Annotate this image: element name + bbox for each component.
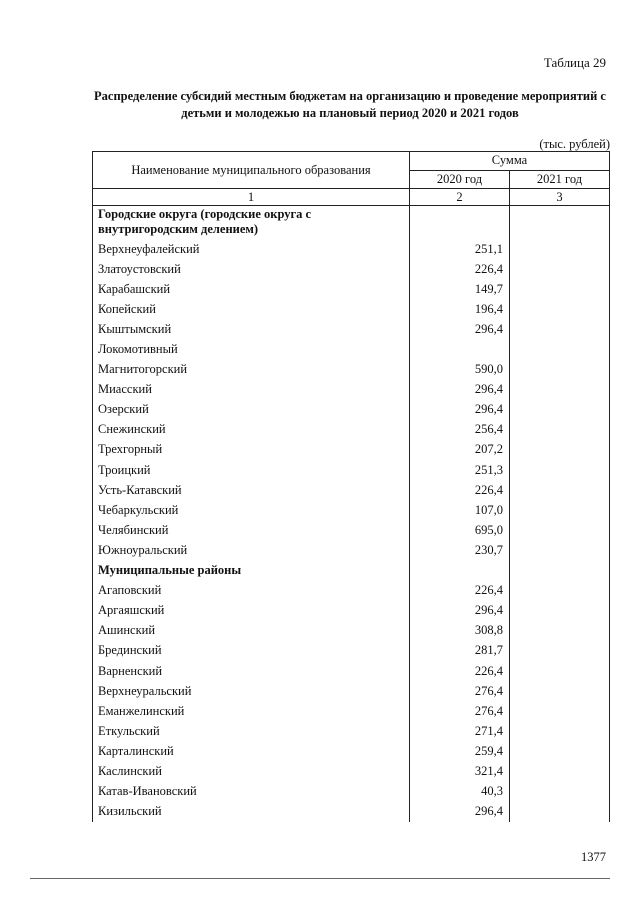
row-value-2021 [510, 460, 610, 480]
row-name-cell: Озерский [93, 400, 410, 420]
row-value-2020: 276,4 [410, 681, 510, 701]
row-name-cell: Южноуральский [93, 540, 410, 560]
row-value-2020: 296,4 [410, 802, 510, 822]
row-value-2021 [510, 561, 610, 581]
row-name-cell: Снежинский [93, 420, 410, 440]
header-year-2020: 2020 год [410, 170, 510, 189]
table-row [93, 440, 610, 460]
row-value-2020: 281,7 [410, 641, 510, 661]
row-value-2021 [510, 500, 610, 520]
row-value-2020: 226,4 [410, 259, 510, 279]
row-name-cell: Усть-Катавский [93, 480, 410, 500]
row-name-cell: Кизильский [93, 802, 410, 822]
row-value-2020: 226,4 [410, 661, 510, 681]
row-name-cell: Верхнеуральский [93, 681, 410, 701]
row-value-2021 [510, 339, 610, 359]
row-value-2020: 149,7 [410, 279, 510, 299]
column-number-2: 2 [410, 189, 510, 206]
row-value-2020: 259,4 [410, 741, 510, 761]
row-value-2020: 207,2 [410, 440, 510, 460]
row-name-cell: Карабашский [93, 279, 410, 299]
row-value-2020 [410, 339, 510, 359]
row-name-cell: Трехгорный [93, 440, 410, 460]
table-row [93, 400, 610, 420]
table-row [93, 540, 610, 560]
column-number-3: 3 [510, 189, 610, 206]
table-row [93, 480, 610, 500]
row-name-cell: Варненский [93, 661, 410, 681]
row-name-cell: Городские округа (городские округа с внутригородским делением) [93, 206, 410, 240]
row-value-2021 [510, 480, 610, 500]
table-row [93, 339, 610, 359]
row-value-2020 [410, 206, 510, 240]
table-row [93, 761, 610, 781]
row-value-2021 [510, 681, 610, 701]
table-row [93, 319, 610, 339]
row-value-2020: 271,4 [410, 721, 510, 741]
row-value-2021 [510, 440, 610, 460]
section-row [93, 206, 610, 240]
table-row [93, 259, 610, 279]
table-row [93, 601, 610, 621]
row-value-2021 [510, 520, 610, 540]
table-row [93, 360, 610, 380]
row-value-2020: 590,0 [410, 360, 510, 380]
column-number-1: 1 [93, 189, 410, 206]
row-value-2020: 196,4 [410, 299, 510, 319]
row-value-2021 [510, 319, 610, 339]
table-row [93, 701, 610, 721]
row-value-2020: 251,1 [410, 239, 510, 259]
table-row [93, 721, 610, 741]
row-value-2021 [510, 380, 610, 400]
bottom-divider [30, 878, 610, 879]
row-value-2021 [510, 420, 610, 440]
table-number-label: Таблица 29 [543, 55, 606, 70]
row-name-cell: Муниципальные районы [93, 561, 410, 581]
row-value-2021 [510, 621, 610, 641]
row-value-2020: 695,0 [410, 520, 510, 540]
table-row [93, 520, 610, 540]
row-value-2021 [510, 360, 610, 380]
table-row [93, 621, 610, 641]
row-value-2021 [510, 299, 610, 319]
row-value-2020: 107,0 [410, 500, 510, 520]
table-row [93, 500, 610, 520]
row-value-2021 [510, 641, 610, 661]
row-value-2021 [510, 206, 610, 240]
row-value-2020: 296,4 [410, 319, 510, 339]
row-name-cell: Копейский [93, 299, 410, 319]
table-row [93, 279, 610, 299]
row-name-cell: Чебаркульский [93, 500, 410, 520]
table-row [93, 380, 610, 400]
row-name-cell: Ашинский [93, 621, 410, 641]
row-name-cell: Троицкий [93, 460, 410, 480]
table-row [93, 420, 610, 440]
row-name-cell: Миасский [93, 380, 410, 400]
row-name-cell: Каслинский [93, 761, 410, 781]
row-name-cell: Аргаяшский [93, 601, 410, 621]
row-value-2021 [510, 279, 610, 299]
table-header [93, 152, 610, 206]
row-value-2021 [510, 701, 610, 721]
page-number: 1377 [581, 850, 606, 864]
row-name-cell: Магнитогорский [93, 360, 410, 380]
units-label: (тыс. рублей) [539, 137, 610, 151]
row-name-cell: Локомотивный [93, 339, 410, 359]
row-value-2021 [510, 239, 610, 259]
row-value-2020: 226,4 [410, 480, 510, 500]
row-name-cell: Еманжелинский [93, 701, 410, 721]
table-row [93, 681, 610, 701]
row-name-cell: Катав-Ивановский [93, 782, 410, 802]
row-value-2020: 321,4 [410, 761, 510, 781]
row-value-2020: 230,7 [410, 540, 510, 560]
table-row [93, 460, 610, 480]
table-row [93, 661, 610, 681]
row-value-2021 [510, 540, 610, 560]
row-value-2021 [510, 400, 610, 420]
row-value-2021 [510, 601, 610, 621]
table-title: Распределение субсидий местным бюджетам на организацию и проведение мероприятий с детьми и молодежью на плановый период 2020 и 2021 годов [94, 89, 606, 120]
row-value-2021 [510, 782, 610, 802]
header-sum-column: Сумма [410, 152, 610, 171]
row-name-cell: Еткульский [93, 721, 410, 741]
table-row [93, 641, 610, 661]
row-value-2020 [410, 561, 510, 581]
row-name-cell: Верхнеуфалейский [93, 239, 410, 259]
table-row [93, 299, 610, 319]
header-name-column: Наименование муниципального образования [93, 152, 410, 189]
table-body [93, 206, 610, 822]
row-name-cell: Брединский [93, 641, 410, 661]
table-row [93, 782, 610, 802]
row-name-cell: Челябинский [93, 520, 410, 540]
row-name-cell: Кыштымский [93, 319, 410, 339]
section-row [93, 561, 610, 581]
row-name-cell: Агаповский [93, 581, 410, 601]
row-value-2021 [510, 661, 610, 681]
row-value-2021 [510, 802, 610, 822]
row-value-2021 [510, 721, 610, 741]
row-value-2020: 256,4 [410, 420, 510, 440]
row-value-2021 [510, 741, 610, 761]
row-value-2020: 251,3 [410, 460, 510, 480]
row-value-2021 [510, 259, 610, 279]
row-name-cell: Златоустовский [93, 259, 410, 279]
row-value-2020: 296,4 [410, 601, 510, 621]
row-name-cell: Карталинский [93, 741, 410, 761]
header-year-2021: 2021 год [510, 170, 610, 189]
row-value-2020: 296,4 [410, 380, 510, 400]
row-value-2021 [510, 761, 610, 781]
row-value-2020: 296,4 [410, 400, 510, 420]
table-row [93, 741, 610, 761]
table-row [93, 239, 610, 259]
subsidy-table [92, 151, 610, 822]
row-value-2021 [510, 581, 610, 601]
row-value-2020: 276,4 [410, 701, 510, 721]
row-value-2020: 308,8 [410, 621, 510, 641]
table-row [93, 802, 610, 822]
row-value-2020: 226,4 [410, 581, 510, 601]
table-row [93, 581, 610, 601]
row-value-2020: 40,3 [410, 782, 510, 802]
